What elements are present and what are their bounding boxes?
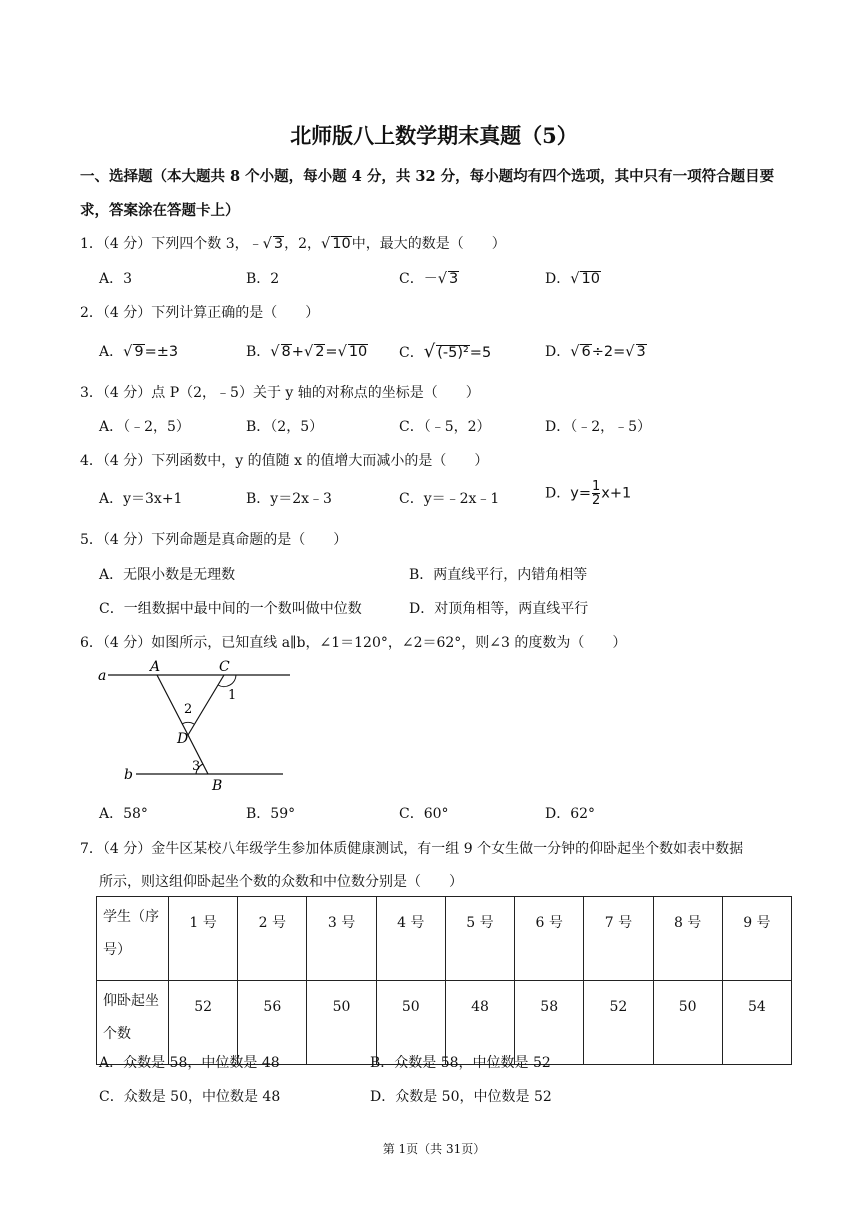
- q4-option-d[interactable]: [545, 480, 631, 507]
- q2-a-result: =±3: [144, 344, 179, 360]
- table-row-label: 仰卧起坐个数: [97, 981, 169, 1065]
- label-B: B: [212, 778, 223, 794]
- question-1-stem: 1．（4 分）下列四个数 3，﹣√ 3，2，√ 10中，最大的数是（ ）: [80, 236, 506, 252]
- table-cell-student: 4 号: [376, 897, 445, 981]
- option-label: D．: [545, 485, 571, 502]
- q2-b-radicand-1: 8: [281, 344, 291, 360]
- table-cell-count: 48: [445, 981, 514, 1065]
- q1-option-c[interactable]: C．－√ 3: [399, 271, 459, 287]
- q1-stem-part: 1．（4 分）下列四个数 3，﹣: [80, 236, 263, 252]
- page-title: 北师版八上数学期末真题（5）: [290, 123, 578, 148]
- question-3-stem: 3．（4 分）点 P（2，﹣5）关于 y 轴的对称点的坐标是（ ）: [80, 385, 480, 401]
- fraction-numerator: 1: [591, 479, 601, 494]
- angle-2-arc: [182, 722, 194, 724]
- table-cell-count: 52: [169, 981, 238, 1065]
- q2-option-d[interactable]: D．√ 6÷2=√ 3: [545, 344, 646, 360]
- table-cell-student: 7 号: [584, 897, 653, 981]
- q1-stem-part: ，2，: [284, 236, 322, 252]
- q5-option-d[interactable]: D．对顶角相等，两直线平行: [409, 601, 589, 617]
- q1-d-radicand: 10: [581, 271, 600, 287]
- q1-radicand-1: 3: [273, 236, 284, 252]
- parallel-lines-figure: [90, 655, 300, 795]
- q2-option-a[interactable]: A．√ 9=±3: [99, 344, 179, 360]
- label-angle-3: 3: [192, 759, 201, 774]
- q7-option-c[interactable]: C．众数是 50，中位数是 48: [99, 1089, 281, 1105]
- situp-data-table: [96, 896, 792, 1065]
- q6-option-d[interactable]: D．62°: [545, 806, 596, 822]
- q4-option-b[interactable]: B．y＝2x﹣3: [246, 491, 332, 507]
- table-cell-count: 50: [653, 981, 722, 1065]
- table-cell-student: 2 号: [238, 897, 307, 981]
- q4-option-c[interactable]: C．y＝﹣2x﹣1: [399, 491, 500, 507]
- segment-CD: [188, 675, 224, 735]
- question-7-stem-line1: 7．（4 分）金牛区某校八年级学生参加体质健康测试，有一组 9 个女生做一分钟的仰卧起坐个数如表中数据: [80, 841, 744, 857]
- table-cell-student: 3 号: [307, 897, 376, 981]
- label-b: b: [124, 767, 133, 783]
- q5-option-b[interactable]: B．两直线平行，内错角相等: [409, 567, 588, 583]
- q1-c-radicand: 3: [448, 271, 459, 287]
- table-cell-student: 6 号: [515, 897, 584, 981]
- option-label: B．: [246, 344, 271, 360]
- section-heading-line1: 一、选择题（本大题共 8 个小题，每小题 4 分，共 32 分，每小题均有四个选项，其中只有一项符合题目要: [80, 168, 775, 185]
- q4-d-y: y=: [570, 485, 591, 502]
- table-cell-student: 8 号: [653, 897, 722, 981]
- q2-c-radicand: (-5)²: [437, 345, 469, 361]
- q2-b-radicand-2: 2: [315, 344, 325, 360]
- q1-radicand-2: 10: [332, 236, 351, 252]
- page-footer: 第 1页（共 31页）: [382, 1142, 486, 1156]
- question-6-stem: 6．（4 分）如图所示，已知直线 a∥b，∠1＝120°，∠2＝62°，则∠3 的度数为（ ）: [80, 635, 627, 651]
- q2-b-radicand-3: 10: [348, 344, 368, 360]
- question-7-stem-line2: 所示，则这组仰卧起坐个数的众数和中位数分别是（ ）: [99, 874, 463, 890]
- table-cell-student: 9 号: [722, 897, 791, 981]
- q4-option-a[interactable]: A．y＝3x+1: [99, 491, 183, 507]
- fraction-denominator: 2: [591, 493, 601, 508]
- q3-option-b[interactable]: B．（2，5）: [246, 419, 324, 435]
- label-angle-2: 2: [184, 702, 193, 717]
- q3-option-d[interactable]: D．（﹣2，﹣5）: [545, 419, 652, 435]
- q2-d-operator: ÷2=: [591, 344, 626, 360]
- q6-option-b[interactable]: B．59°: [246, 806, 296, 822]
- q5-option-c[interactable]: C．一组数据中最中间的一个数叫做中位数: [99, 601, 362, 617]
- section-heading-line2: 求，答案涂在答题卡上）: [80, 202, 240, 219]
- q2-option-b[interactable]: B．√ 8+√ 2=√ 10: [246, 344, 368, 360]
- q1-option-b[interactable]: B．2: [246, 271, 280, 287]
- label-C: C: [219, 659, 230, 675]
- option-label: A．: [99, 344, 124, 360]
- q2-option-c[interactable]: C．√ (-5)²=5: [399, 341, 492, 362]
- table-cell-count: 52: [584, 981, 653, 1065]
- label-a: a: [98, 668, 107, 684]
- q2-d-radicand: 6: [581, 344, 591, 360]
- question-4-stem: 4．（4 分）下列函数中，y 的值随 x 的值增大而减小的是（ ）: [80, 453, 489, 469]
- q7-option-a[interactable]: A．众数是 58，中位数是 48: [99, 1055, 280, 1071]
- q7-option-b[interactable]: B．众数是 58，中位数是 52: [370, 1055, 551, 1071]
- q4-d-tail: x+1: [601, 485, 632, 502]
- label-angle-1: 1: [228, 688, 237, 703]
- q2-c-result: =5: [469, 345, 492, 361]
- q5-option-a[interactable]: A．无限小数是无理数: [99, 567, 236, 583]
- q1-option-a[interactable]: A．3: [99, 271, 133, 287]
- option-label: C．: [399, 345, 424, 361]
- q1-option-d[interactable]: D．√ 10: [545, 271, 600, 287]
- option-label: D．: [545, 344, 571, 360]
- table-cell-student: 5 号: [445, 897, 514, 981]
- table-cell-count: 50: [307, 981, 376, 1065]
- table-cell-student: 1 号: [169, 897, 238, 981]
- table-cell-count: 54: [722, 981, 791, 1065]
- label-A: A: [150, 659, 161, 675]
- q3-option-a[interactable]: A．（﹣2，5）: [99, 419, 190, 435]
- option-label: D．: [545, 271, 571, 287]
- table-row-students: [97, 897, 792, 981]
- table-cell-count: 50: [376, 981, 445, 1065]
- q2-b-plus: +: [291, 344, 304, 360]
- table-header-label: 学生（序号）: [97, 897, 169, 981]
- q2-a-radicand: 9: [134, 344, 144, 360]
- q3-option-c[interactable]: C．（﹣5，2）: [399, 419, 491, 435]
- q2-b-equals: =: [325, 344, 338, 360]
- question-2-stem: 2．（4 分）下列计算正确的是（ ）: [80, 305, 320, 321]
- option-label: C．－: [399, 271, 438, 287]
- q2-d-radicand-2: 3: [636, 344, 646, 360]
- q1-stem-part: 中，最大的数是（ ）: [351, 236, 506, 252]
- table-cell-count: 56: [238, 981, 307, 1065]
- question-5-stem: 5．（4 分）下列命题是真命题的是（ ）: [80, 532, 348, 548]
- q6-option-a[interactable]: A．58°: [99, 806, 148, 822]
- q6-option-c[interactable]: C．60°: [399, 806, 449, 822]
- q7-option-d[interactable]: D．众数是 50，中位数是 52: [370, 1089, 552, 1105]
- table-cell-count: 58: [515, 981, 584, 1065]
- label-D: D: [177, 731, 189, 747]
